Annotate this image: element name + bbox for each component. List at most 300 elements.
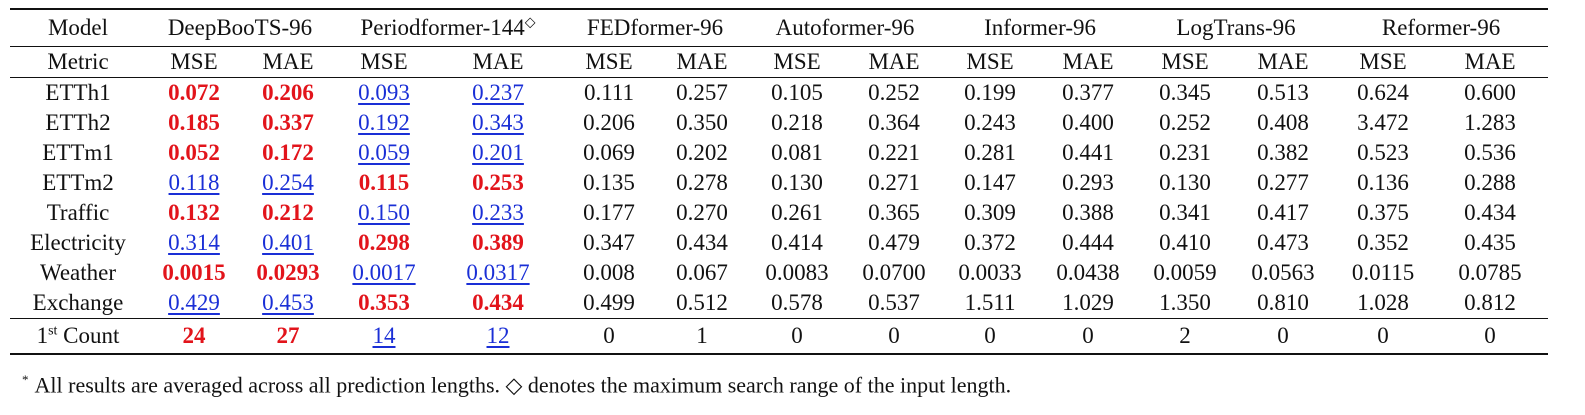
metric-mse: MSE (1138, 47, 1232, 78)
dataset-name: ETTh2 (45, 110, 111, 135)
value-cell (434, 138, 562, 168)
cell-value: 0.414 (771, 230, 823, 255)
value-cell (1232, 228, 1334, 258)
cell-value: 0.257 (676, 80, 728, 105)
metric-mae: MAE (846, 47, 942, 78)
value-cell (942, 228, 1038, 258)
cell-value: 0.382 (1257, 140, 1309, 165)
cell-value: 0.365 (868, 200, 920, 225)
count-label-sup: st (48, 323, 58, 339)
value-cell (1432, 108, 1548, 138)
model-name: Reformer-96 (1334, 9, 1548, 47)
value-cell (1334, 168, 1432, 198)
model-name: Autoformer-96 (748, 9, 942, 47)
value-cell (242, 168, 334, 198)
cell-value: 0.0700 (862, 260, 926, 285)
model-name: LogTrans-96 (1138, 9, 1334, 47)
count-cell (1232, 319, 1334, 355)
cell-value: 0.434 (472, 290, 524, 315)
cell-value: 0.254 (262, 170, 314, 195)
value-cell (562, 168, 656, 198)
count-cell (562, 319, 656, 355)
cell-value: 0.052 (168, 140, 220, 165)
value-cell (1038, 108, 1138, 138)
cell-value: 0.0293 (256, 260, 320, 285)
value-cell (748, 138, 846, 168)
cell-value: 0.0115 (1351, 260, 1415, 285)
metric-header: Metric (10, 47, 146, 78)
value-cell (1038, 288, 1138, 319)
cell-value: 0.372 (964, 230, 1016, 255)
cell-value: 0.298 (358, 230, 410, 255)
value-cell (656, 168, 748, 198)
value-cell (334, 108, 434, 138)
cell-value: 0.309 (964, 200, 1016, 225)
value-cell (846, 288, 942, 319)
count-value: 0 (603, 323, 615, 348)
cell-value: 0.288 (1464, 170, 1516, 195)
value-cell (1038, 198, 1138, 228)
table-row (10, 288, 1548, 319)
value-cell (1232, 258, 1334, 288)
value-cell (846, 78, 942, 109)
value-cell (1138, 198, 1232, 228)
table-row (10, 108, 1548, 138)
value-cell (562, 138, 656, 168)
count-cell (242, 319, 334, 355)
value-cell (748, 168, 846, 198)
cell-value: 0.243 (964, 110, 1016, 135)
model-name: Informer-96 (942, 9, 1138, 47)
count-cell (1334, 319, 1432, 355)
metric-mae: MAE (656, 47, 748, 78)
value-cell (1334, 198, 1432, 228)
value-cell (656, 198, 748, 228)
value-cell (942, 78, 1038, 109)
value-cell (656, 138, 748, 168)
metric-mse: MSE (1334, 47, 1432, 78)
value-cell (1432, 288, 1548, 319)
table-row (10, 228, 1548, 258)
cell-value: 0.253 (472, 170, 524, 195)
value-cell (656, 228, 748, 258)
value-cell (562, 108, 656, 138)
cell-value: 0.345 (1159, 80, 1211, 105)
value-cell (748, 78, 846, 109)
value-cell (1138, 228, 1232, 258)
cell-value: 0.172 (262, 140, 314, 165)
cell-value: 0.277 (1257, 170, 1309, 195)
cell-value: 0.0563 (1251, 260, 1315, 285)
cell-value: 0.523 (1357, 140, 1409, 165)
cell-value: 0.364 (868, 110, 920, 135)
table-row (10, 258, 1548, 288)
value-cell (1334, 78, 1432, 109)
value-cell (1038, 228, 1138, 258)
value-cell (1038, 168, 1138, 198)
value-cell (562, 258, 656, 288)
metric-mse: MSE (942, 47, 1038, 78)
value-cell (562, 288, 656, 319)
table-row (10, 198, 1548, 228)
cell-value: 0.130 (1159, 170, 1211, 195)
model-name: FEDformer-96 (562, 9, 748, 47)
cell-value: 1.028 (1357, 290, 1409, 315)
value-cell (1232, 138, 1334, 168)
metric-mse: MSE (146, 47, 242, 78)
cell-value: 0.185 (168, 110, 220, 135)
cell-value: 0.136 (1357, 170, 1409, 195)
value-cell (562, 228, 656, 258)
value-cell (146, 168, 242, 198)
cell-value: 0.212 (262, 200, 314, 225)
value-cell (1334, 138, 1432, 168)
cell-value: 0.537 (868, 290, 920, 315)
count-cell (1138, 319, 1232, 355)
value-cell (1232, 288, 1334, 319)
cell-value: 0.206 (262, 80, 314, 105)
cell-value: 0.278 (676, 170, 728, 195)
value-cell (846, 228, 942, 258)
metric-mse: MSE (748, 47, 846, 78)
value-cell (846, 198, 942, 228)
dataset-name: Traffic (46, 200, 110, 225)
cell-value: 0.252 (868, 80, 920, 105)
value-cell (146, 78, 242, 109)
value-cell (146, 198, 242, 228)
dataset-name: ETTh1 (45, 80, 111, 105)
cell-value: 0.008 (583, 260, 635, 285)
value-cell (242, 228, 334, 258)
value-cell (656, 288, 748, 319)
value-cell (1232, 78, 1334, 109)
table-row (10, 138, 1548, 168)
cell-value: 0.093 (358, 80, 410, 105)
cell-value: 0.375 (1357, 200, 1409, 225)
cell-value: 0.271 (868, 170, 920, 195)
count-cell (334, 319, 434, 355)
value-cell (748, 228, 846, 258)
value-cell (1432, 258, 1548, 288)
value-cell (748, 258, 846, 288)
cell-value: 0.069 (583, 140, 635, 165)
cell-value: 0.389 (472, 230, 524, 255)
cell-value: 0.206 (583, 110, 635, 135)
cell-value: 0.199 (964, 80, 1016, 105)
count-value: 0 (1377, 323, 1389, 348)
count-value: 0 (1484, 323, 1496, 348)
value-cell (942, 258, 1038, 288)
count-value: 14 (372, 323, 396, 348)
metric-mse: MSE (334, 47, 434, 78)
dataset-name: Weather (39, 260, 117, 285)
value-cell (434, 78, 562, 109)
cell-value: 0.401 (262, 230, 314, 255)
cell-value: 0.400 (1062, 110, 1114, 135)
value-cell (434, 258, 562, 288)
value-cell (656, 108, 748, 138)
cell-value: 1.283 (1464, 110, 1516, 135)
table-row (10, 168, 1548, 198)
cell-value: 0.812 (1464, 290, 1516, 315)
cell-value: 0.624 (1357, 80, 1409, 105)
count-cell (146, 319, 242, 355)
value-cell (1138, 108, 1232, 138)
cell-value: 0.0015 (162, 260, 226, 285)
value-cell (942, 138, 1038, 168)
count-value: 1 (696, 323, 708, 348)
cell-value: 0.352 (1357, 230, 1409, 255)
cell-value: 0.202 (676, 140, 728, 165)
cell-value: 0.231 (1159, 140, 1211, 165)
value-cell (434, 168, 562, 198)
cell-value: 0.441 (1062, 140, 1114, 165)
cell-value: 0.578 (771, 290, 823, 315)
metric-mae: MAE (1232, 47, 1334, 78)
dataset-name: ETTm2 (42, 170, 114, 195)
cell-value: 0.150 (358, 200, 410, 225)
cell-value: 0.233 (472, 200, 524, 225)
value-cell (1138, 138, 1232, 168)
header-row-models (10, 9, 1548, 47)
value-cell (562, 198, 656, 228)
count-row (10, 319, 1548, 355)
value-cell (1334, 108, 1432, 138)
value-cell (748, 198, 846, 228)
value-cell (1138, 78, 1232, 109)
value-cell (942, 168, 1038, 198)
count-value: 0 (888, 323, 900, 348)
value-cell (1432, 228, 1548, 258)
cell-value: 0.353 (358, 290, 410, 315)
cell-value: 0.221 (868, 140, 920, 165)
header-row-metrics (10, 47, 1548, 78)
value-cell (146, 138, 242, 168)
value-cell (656, 78, 748, 109)
cell-value: 0.130 (771, 170, 823, 195)
value-cell (1038, 78, 1138, 109)
cell-value: 0.600 (1464, 80, 1516, 105)
cell-value: 0.0033 (958, 260, 1022, 285)
cell-value: 0.293 (1062, 170, 1114, 195)
cell-value: 0.0017 (352, 260, 416, 285)
cell-value: 0.343 (472, 110, 524, 135)
value-cell (1432, 168, 1548, 198)
cell-value: 0.0083 (765, 260, 829, 285)
count-label-text: Count (63, 323, 120, 348)
cell-value: 0.147 (964, 170, 1016, 195)
cell-value: 0.377 (1062, 80, 1114, 105)
dataset-name: Electricity (30, 230, 126, 255)
cell-value: 0.218 (771, 110, 823, 135)
value-cell (242, 288, 334, 319)
count-value: 2 (1179, 323, 1191, 348)
value-cell (748, 108, 846, 138)
value-cell (334, 198, 434, 228)
value-cell (146, 108, 242, 138)
cell-value: 0.444 (1062, 230, 1114, 255)
cell-value: 3.472 (1357, 110, 1409, 135)
count-cell (1432, 319, 1548, 355)
count-label-num: 1 (36, 323, 49, 348)
cell-value: 0.810 (1257, 290, 1309, 315)
count-cell (656, 319, 748, 355)
cell-value: 0.479 (868, 230, 920, 255)
value-cell (748, 288, 846, 319)
model-header: Model (10, 9, 146, 47)
cell-value: 0.435 (1464, 230, 1516, 255)
count-cell (942, 319, 1038, 355)
cell-value: 0.347 (583, 230, 635, 255)
count-cell (748, 319, 846, 355)
value-cell (434, 288, 562, 319)
value-cell (334, 168, 434, 198)
value-cell (1432, 198, 1548, 228)
count-value: 12 (486, 323, 510, 348)
value-cell (334, 138, 434, 168)
metric-mse: MSE (562, 47, 656, 78)
value-cell (1138, 168, 1232, 198)
diamond-icon: ◇ (524, 15, 536, 31)
cell-value: 0.0317 (466, 260, 530, 285)
value-cell (942, 198, 1038, 228)
footnote-text: All results are averaged across all prediction lengths. ◇ denotes the maximum search range of the input length. (34, 372, 1012, 398)
value-cell (1334, 228, 1432, 258)
count-label (10, 319, 146, 355)
value-cell (242, 258, 334, 288)
cell-value: 0.434 (1464, 200, 1516, 225)
cell-value: 0.417 (1257, 200, 1309, 225)
value-cell (434, 228, 562, 258)
table-footnote (22, 372, 1011, 398)
value-cell (846, 108, 942, 138)
metric-mae: MAE (1038, 47, 1138, 78)
cell-value: 0.513 (1257, 80, 1309, 105)
cell-value: 0.0438 (1056, 260, 1120, 285)
value-cell (334, 258, 434, 288)
value-cell (1232, 108, 1334, 138)
value-cell (334, 78, 434, 109)
footnote-marker: * (22, 372, 29, 387)
cell-value: 0.081 (771, 140, 823, 165)
value-cell (1038, 138, 1138, 168)
value-cell (942, 108, 1038, 138)
cell-value: 0.261 (771, 200, 823, 225)
cell-value: 1.511 (964, 290, 1016, 315)
cell-value: 0.388 (1062, 200, 1114, 225)
cell-value: 0.132 (168, 200, 220, 225)
value-cell (1334, 288, 1432, 319)
count-value: 24 (182, 323, 206, 348)
value-cell (242, 108, 334, 138)
cell-value: 0.252 (1159, 110, 1211, 135)
cell-value: 1.350 (1159, 290, 1211, 315)
value-cell (146, 288, 242, 319)
cell-value: 0.115 (358, 170, 410, 195)
value-cell (334, 228, 434, 258)
value-cell (562, 78, 656, 109)
table-row (10, 78, 1548, 109)
cell-value: 0.499 (583, 290, 635, 315)
value-cell (334, 288, 434, 319)
cell-value: 0.314 (168, 230, 220, 255)
value-cell (242, 198, 334, 228)
cell-value: 0.408 (1257, 110, 1309, 135)
cell-value: 0.429 (168, 290, 220, 315)
cell-value: 0.350 (676, 110, 728, 135)
value-cell (942, 288, 1038, 319)
count-cell (846, 319, 942, 355)
count-cell (1038, 319, 1138, 355)
value-cell (1432, 138, 1548, 168)
cell-value: 0.201 (472, 140, 524, 165)
dataset-name: ETTm1 (42, 140, 114, 165)
count-value: 0 (1082, 323, 1094, 348)
cell-value: 0.177 (583, 200, 635, 225)
value-cell (656, 258, 748, 288)
value-cell (1232, 198, 1334, 228)
cell-value: 0.536 (1464, 140, 1516, 165)
metric-mae: MAE (1432, 47, 1548, 78)
cell-value: 0.105 (771, 80, 823, 105)
value-cell (434, 198, 562, 228)
cell-value: 0.410 (1159, 230, 1211, 255)
value-cell (846, 138, 942, 168)
cell-value: 0.111 (583, 80, 635, 105)
count-value: 27 (276, 323, 300, 348)
value-cell (1334, 258, 1432, 288)
cell-value: 1.029 (1062, 290, 1114, 315)
cell-value: 0.0059 (1153, 260, 1217, 285)
cell-value: 0.473 (1257, 230, 1309, 255)
cell-value: 0.067 (676, 260, 728, 285)
value-cell (1138, 258, 1232, 288)
value-cell (1232, 168, 1334, 198)
value-cell (1138, 288, 1232, 319)
cell-value: 0.192 (358, 110, 410, 135)
value-cell (1038, 258, 1138, 288)
value-cell (846, 258, 942, 288)
count-cell (434, 319, 562, 355)
model-name: DeepBooTS-96 (146, 9, 334, 47)
cell-value: 0.337 (262, 110, 314, 135)
value-cell (242, 138, 334, 168)
cell-value: 0.270 (676, 200, 728, 225)
table-body (10, 9, 1548, 354)
metric-mae: MAE (242, 47, 334, 78)
value-cell (146, 258, 242, 288)
dataset-name: Exchange (32, 290, 124, 315)
results-table (10, 8, 1548, 355)
cell-value: 0.453 (262, 290, 314, 315)
cell-value: 0.237 (472, 80, 524, 105)
cell-value: 0.512 (676, 290, 728, 315)
cell-value: 0.072 (168, 80, 220, 105)
cell-value: 0.0785 (1458, 260, 1522, 285)
value-cell (146, 228, 242, 258)
count-value: 0 (1277, 323, 1289, 348)
count-value: 0 (791, 323, 803, 348)
model-name: Periodformer-144◇ (334, 9, 562, 47)
metric-mae: MAE (434, 47, 562, 78)
count-value: 0 (984, 323, 996, 348)
value-cell (434, 108, 562, 138)
value-cell (846, 168, 942, 198)
value-cell (1432, 78, 1548, 109)
cell-value: 0.118 (168, 170, 220, 195)
value-cell (242, 78, 334, 109)
cell-value: 0.434 (676, 230, 728, 255)
